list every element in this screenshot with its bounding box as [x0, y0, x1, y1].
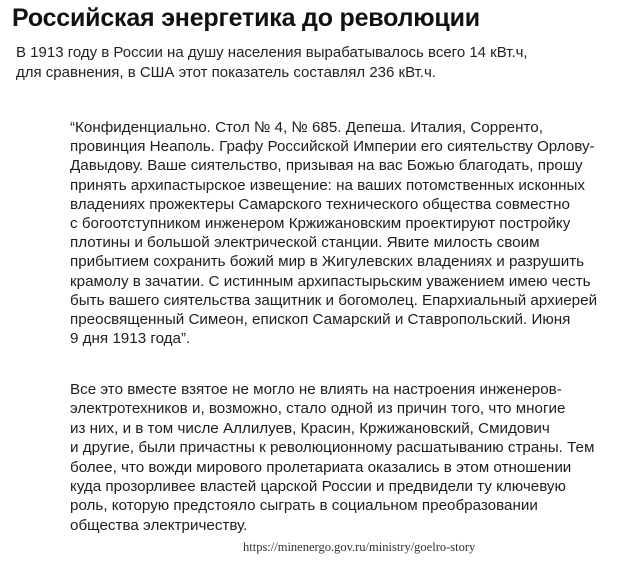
quote-line: прибытием сохранить божий мир в Жигулевских владениях и разрушить [70, 253, 585, 271]
body-paragraph [70, 380, 636, 535]
body-line: Все это вместе взятое не могло не влиять на настроения инженеров- [70, 381, 562, 398]
lead-paragraph [16, 43, 636, 83]
body-line: общества электричеству. [70, 516, 248, 534]
lead-line: В 1913 году в России на душу населения вырабатывалось всего 14 кВт.ч, [16, 44, 528, 61]
body-line: роль, которую предстояло сыграть в социальном преобразовании [70, 497, 538, 515]
article-title: Российская энергетика до революции [12, 4, 480, 32]
quote-line: владениях прожектеры Самарского технического общества совместно [70, 195, 570, 213]
lead-line: для сравнения, в США этот показатель составлял 236 кВт.ч. [16, 64, 436, 81]
source-url: https://minenergo.gov.ru/ministry/goelro-story [243, 540, 476, 554]
quote-line: быть вашего сиятельства защитник и богомолец. Епархиальный архиерей [70, 291, 598, 309]
quote-line: преосвященный Симеон, епископ Самарский и Ставропольский. Июня [70, 311, 571, 329]
body-line: и другие, были причастны к революционному расшатыванию страны. Тем [70, 439, 595, 457]
quote-line: “Конфиденциально. Стол № 4, № 685. Депеша. Италия, Сорренто, [70, 119, 543, 136]
body-line: более, что вожди мирового пролетариата оказались в этом отношении [70, 458, 572, 476]
quote-line: крамолу в зачатии. С истинным архипастырьским уважением имею честь [70, 272, 591, 290]
quote-line: принять архипастырское извещение: на ваших потомственных исконных [70, 176, 585, 194]
quote-line: с богоотступником инженером Кржижановским проектируют постройку [70, 215, 571, 233]
body-line: куда прозорливее властей царской России и предвидели ту ключевую [70, 478, 566, 496]
body-line: электротехников и, возможно, стало одной из причин того, что многие [70, 400, 566, 418]
body-line: из них, и в том числе Аллилуев, Красин, Кржижановский, Смидович [70, 419, 550, 437]
quote-line: провинция Неаполь. Графу Российской Империи его сиятельству Орлову- [70, 138, 595, 156]
quote-line: плотины и большой электрической станции. Явите милость своим [70, 234, 540, 252]
quote-line: Давыдову. Ваше сиятельство, призывая на вас Божью благодать, прошу [70, 157, 583, 175]
quote-line: 9 дня 1913 года”. [70, 330, 191, 348]
quoted-telegram [70, 118, 636, 348]
